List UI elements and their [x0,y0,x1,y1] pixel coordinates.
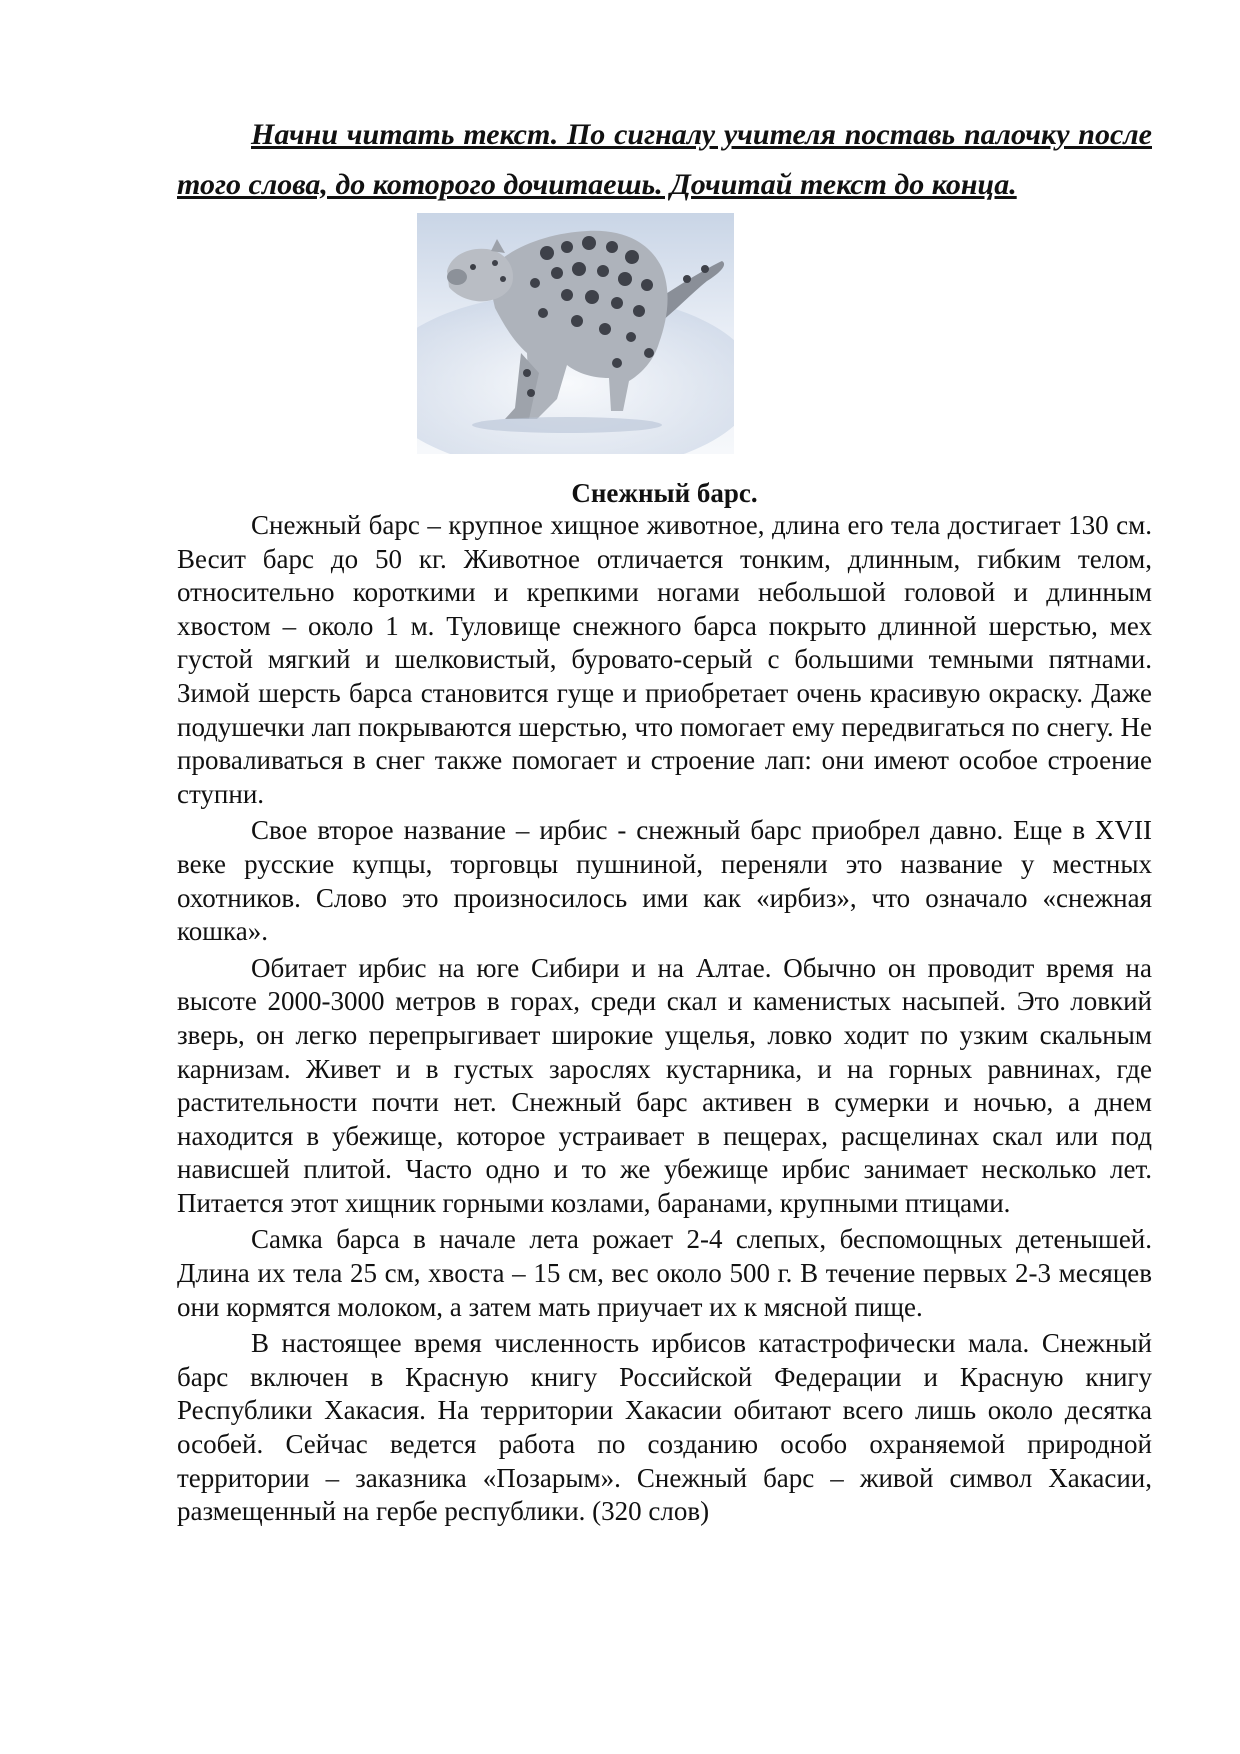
article-title: Снежный барс. [571,478,758,508]
paragraph: Свое второе название – ирбис - снежный барс приобрел давно. Еще в XVII веке русские купцы, торговцы пушниной, переняли это название у местных охотников. Слово это произносилось ими как «ирбиз», что означало «снежная кошка». [177,815,1152,947]
article-body [177,509,1152,1532]
paragraph: Самка барса в начале лета рожает 2-4 слепых, беспомощных детенышей. Длина их тела 25 см, хвоста – 15 см, вес около 500 г. В течение первых 2-3 месяцев они кормятся молоком, а затем мать приучает их к мясной пище. [177,1224,1152,1322]
paragraph: В настоящее время численность ирбисов катастрофически мала. Снежный барс включен в Красную книгу Российской Федерации и Красную книгу Республики Хакасия. На территории Хакасии обитают всего лишь около десятка особей. Сейчас ведется работа по созданию особо охраняемой природной территории – заказника «Позарым». Снежный барс – живой символ Хакасии, размещенный на гербе республики. (320 слов) [177,1328,1152,1527]
paragraph: Обитает ирбис на юге Сибири и на Алтае. Обычно он проводит время на высоте 2000-3000 метров в горах, среди скал и каменистых насыпей. Это ловкий зверь, он легко перепрыгивает широкие ущелья, ловко ходит по узким скальным карнизам. Живет и в густых зарослях кустарника, и на горных равнинах, где растительности почти нет. Снежный барс активен в сумерки и ночью, а днем находится в убежище, которое устраивает в пещерах, расщелинах скал или под нависшей плитой. Часто одно и то же убежище ирбис занимает несколько лет. Питается этот хищник горными козлами, баранами, крупными птицами. [177,952,1152,1218]
paragraph: Снежный барс – крупное хищное животное, длина его тела достигает 130 см. Весит барс до 50 кг. Животное отличается тонким, длинным, гибким телом, относительно короткими и крепкими ногами небольшой головой и длинным хвостом – около 1 м. Туловище снежного барса покрыто длинной шерстью, мех густой мягкий и шелковистый, буровато-серый с большими темными пятнами. Зимой шерсть барса становится гуще и приобретает очень красивую окраску. Даже подушечки лап покрываются шерстью, что помогает ему передвигаться по снегу. Не проваливаться в снег также помогает и строение лап: они имеют особое строение ступни. [177,510,1152,809]
instruction-text: Начни читать текст. По сигналу учителя поставь палочку после того слова, до которого дочитаешь. Дочитай текст до конца. [177,118,1152,201]
snow-leopard-image [417,213,734,454]
snow-leopard-photo [417,213,734,454]
